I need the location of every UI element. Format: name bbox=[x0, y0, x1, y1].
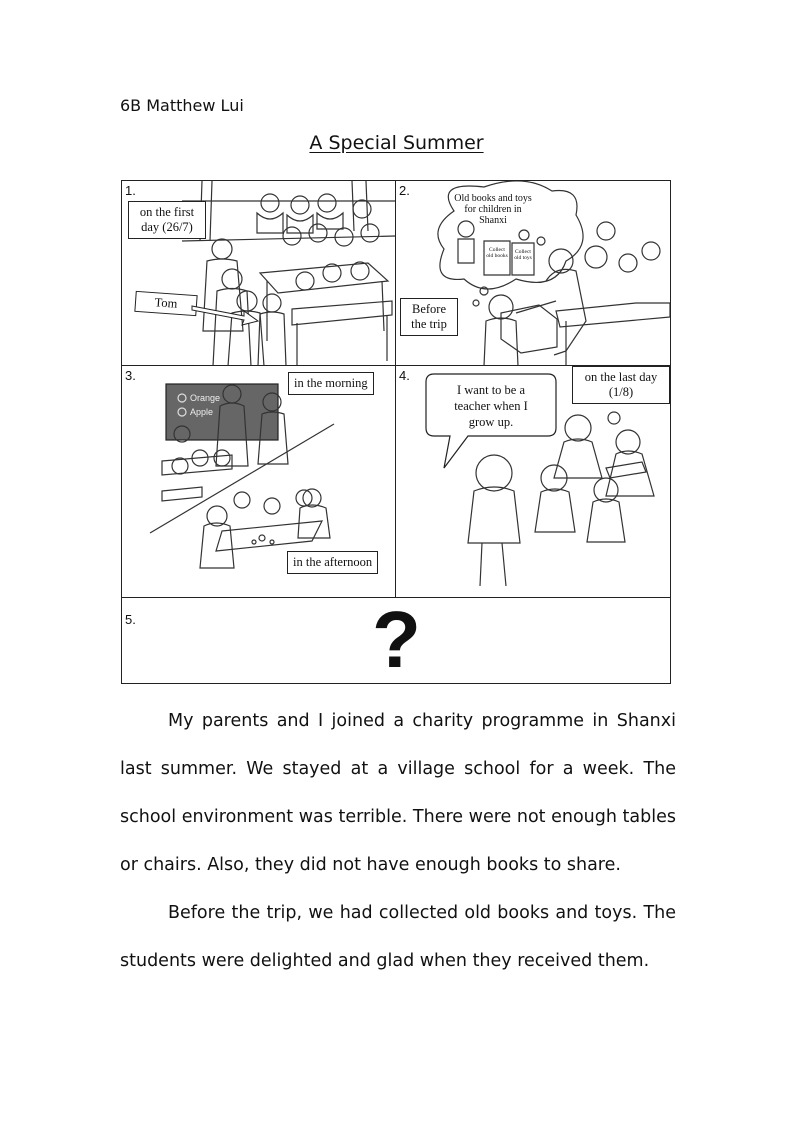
box-label-books: Collect old books bbox=[486, 247, 508, 259]
panel-5-number: 5. bbox=[125, 612, 136, 627]
paragraph-1: My parents and I joined a charity programme in Shanxi last summer. We stayed at a village school for a week. The school environment was terrible. There were not enough tables or chairs. Also, they did not have enough books to share. bbox=[120, 711, 676, 875]
essay-title bbox=[0, 132, 793, 154]
panel-4 bbox=[396, 366, 670, 598]
panel-5 bbox=[122, 598, 670, 683]
last-day-label: on the last day (1/8) bbox=[572, 366, 670, 404]
panel-2 bbox=[396, 181, 670, 366]
panel-3 bbox=[122, 366, 396, 598]
panel-4-number: 4. bbox=[399, 368, 410, 383]
essay-body bbox=[120, 697, 676, 985]
tom-arrow-icon bbox=[122, 181, 396, 366]
panel-1-number: 1. bbox=[125, 183, 136, 198]
thought-bubble-text: Old books and toys for children in Shanxi bbox=[454, 193, 532, 226]
panel-1-date-label: on the first day (26/7) bbox=[128, 201, 206, 239]
morning-label: in the morning bbox=[288, 372, 374, 395]
board-word-orange: Orange bbox=[190, 393, 221, 403]
author-line: 6B Matthew Lui bbox=[120, 96, 244, 115]
paragraph-2: Before the trip, we had collected old books and toys. The students were delighted and glad when they received them. bbox=[120, 903, 676, 971]
panel-2-number: 2. bbox=[399, 183, 410, 198]
panel-1-tom-label: Tom bbox=[134, 291, 197, 316]
panel-2-time-label: Before the trip bbox=[400, 298, 458, 336]
box-label-toys: Collect old toys bbox=[514, 249, 532, 261]
essay-title-text: A Special Summer bbox=[309, 132, 484, 154]
speech-bubble-text: I want to be a teacher when I grow up. bbox=[454, 383, 528, 429]
panel-3-number: 3. bbox=[125, 368, 136, 383]
picture-grid bbox=[121, 180, 671, 684]
board-word-apple: Apple bbox=[190, 407, 214, 417]
afternoon-label: in the afternoon bbox=[287, 551, 378, 574]
panel-1 bbox=[122, 181, 396, 366]
question-mark-icon: ? bbox=[372, 598, 421, 683]
